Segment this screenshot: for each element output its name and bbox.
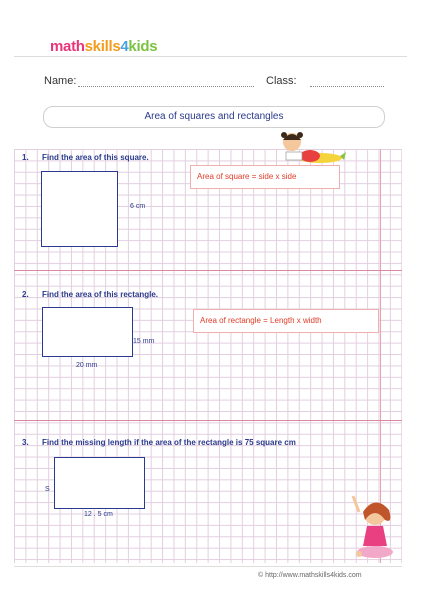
- girl-waving-illustration: [345, 490, 405, 562]
- class-field[interactable]: [310, 85, 384, 87]
- rectangle-formula-box: Area of rectangle = Length x width: [193, 309, 379, 333]
- known-side-label: 12 . 5 cm: [84, 511, 113, 518]
- footer-url[interactable]: © http://www.mathskills4kids.com: [258, 572, 362, 579]
- square-formula-box: Area of square = side x side: [190, 165, 340, 189]
- section-divider: [14, 420, 402, 421]
- logo: mathskills4kids: [50, 38, 158, 55]
- page-title: Area of squares and rectangles: [43, 106, 385, 128]
- rectangle-length-label: 20 mm: [76, 362, 98, 369]
- girl-reading-illustration: [270, 128, 350, 168]
- square-side-label: 6 cm: [130, 203, 146, 210]
- class-label: Class:: [266, 75, 297, 87]
- section-divider: [14, 270, 402, 271]
- question-2-number: 2.: [22, 290, 29, 299]
- missing-side-label: S: [45, 486, 50, 493]
- question-2-text: Find the area of this rectangle.: [42, 290, 159, 299]
- question-1-number: 1.: [22, 153, 29, 162]
- square-shape: [41, 171, 118, 247]
- missing-length-rectangle: [54, 457, 145, 509]
- footer-divider: [14, 566, 402, 567]
- header-divider: [14, 56, 407, 57]
- rectangle-shape: [42, 307, 133, 357]
- name-label: Name:: [44, 75, 77, 87]
- rectangle-width-label: 15 mm: [133, 338, 155, 345]
- question-3-number: 3.: [22, 438, 29, 447]
- question-3-text: Find the missing length if the area of the rectangle is 75 square cm: [42, 438, 296, 447]
- question-1-text: Find the area of this square.: [42, 153, 149, 162]
- name-field[interactable]: [78, 85, 254, 87]
